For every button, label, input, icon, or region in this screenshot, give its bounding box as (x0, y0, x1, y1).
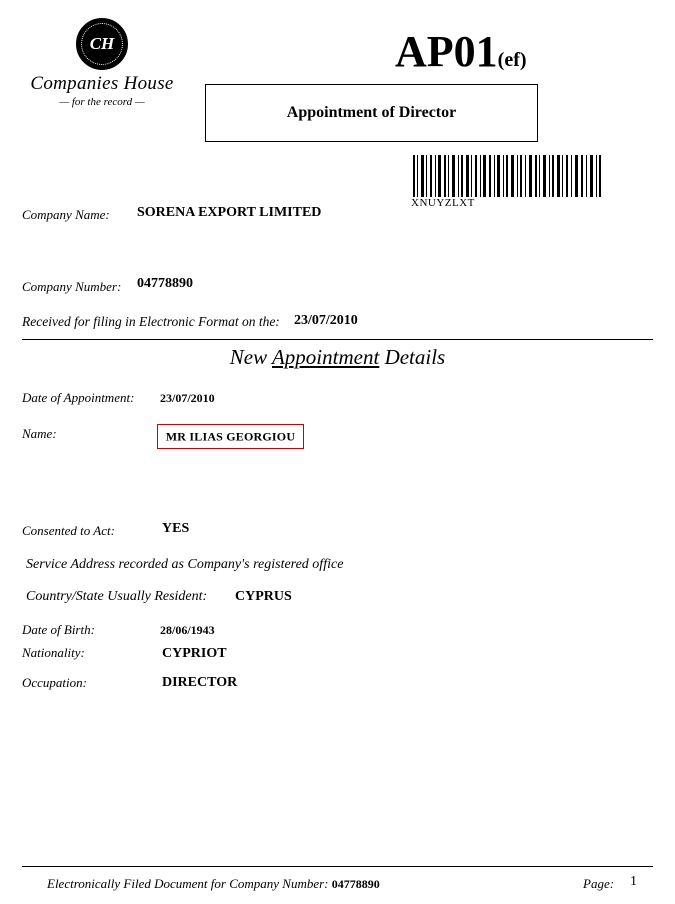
form-title: Appointment of Director (286, 104, 457, 121)
company-number-label: Company Number: (22, 279, 122, 294)
company-number-value: 04778890 (137, 276, 193, 291)
director-name-label: Name: (22, 426, 57, 441)
companies-house-logo (22, 18, 182, 108)
form-code-suffix: (ef) (497, 49, 527, 71)
section-title (0, 345, 675, 370)
date-of-appointment-value: 23/07/2010 (160, 391, 215, 405)
logo-tagline: — for the record — (59, 96, 145, 108)
section-title-underlined: Appointment (271, 345, 380, 369)
company-name-value: SORENA EXPORT LIMITED (137, 205, 322, 220)
nationality-label: Nationality: (22, 645, 85, 660)
date-of-birth-value: 28/06/1943 (160, 623, 215, 637)
country-state-value: CYPRUS (235, 589, 292, 604)
occupation-value: DIRECTOR (162, 675, 238, 690)
date-of-appointment-label: Date of Appointment: (22, 390, 135, 405)
consented-to-act-value: YES (162, 521, 190, 536)
section-title-part2: Details (379, 345, 446, 369)
occupation-label: Occupation: (22, 675, 87, 690)
footer-divider (22, 866, 653, 867)
form-title-box (205, 84, 538, 142)
seal-letters: CH (89, 34, 115, 53)
footer-company-number: 04778890 (331, 877, 380, 891)
director-name-highlight-box (157, 424, 304, 449)
consented-to-act-label: Consented to Act: (22, 523, 115, 538)
date-of-birth-label: Date of Birth: (22, 622, 95, 637)
footer-page-label: Page: (583, 876, 615, 891)
barcode-image (411, 155, 603, 197)
form-code (395, 26, 527, 77)
director-name-value: MR ILIAS GEORGIOU (165, 429, 296, 443)
form-code-text: AP01 (395, 27, 498, 76)
section-divider (22, 339, 653, 340)
company-name-label: Company Name: (22, 207, 110, 222)
footer-text (47, 876, 380, 892)
footer-page-number: 1 (630, 874, 637, 889)
country-state-label: Country/State Usually Resident: (26, 589, 208, 604)
logo-wordmark: Companies House (30, 73, 174, 94)
footer-label: Electronically Filed Document for Company Number: (47, 876, 329, 891)
nationality-value: CYPRIOT (162, 646, 227, 661)
received-for-filing-value: 23/07/2010 (294, 313, 358, 328)
section-title-part1: New (229, 345, 272, 369)
seal-icon (76, 18, 128, 70)
barcode-reference: XNUYZLXT (411, 197, 475, 209)
received-for-filing-label: Received for filing in Electronic Format on the: (22, 314, 280, 329)
service-address-note: Service Address recorded as Company's registered office (26, 557, 344, 572)
